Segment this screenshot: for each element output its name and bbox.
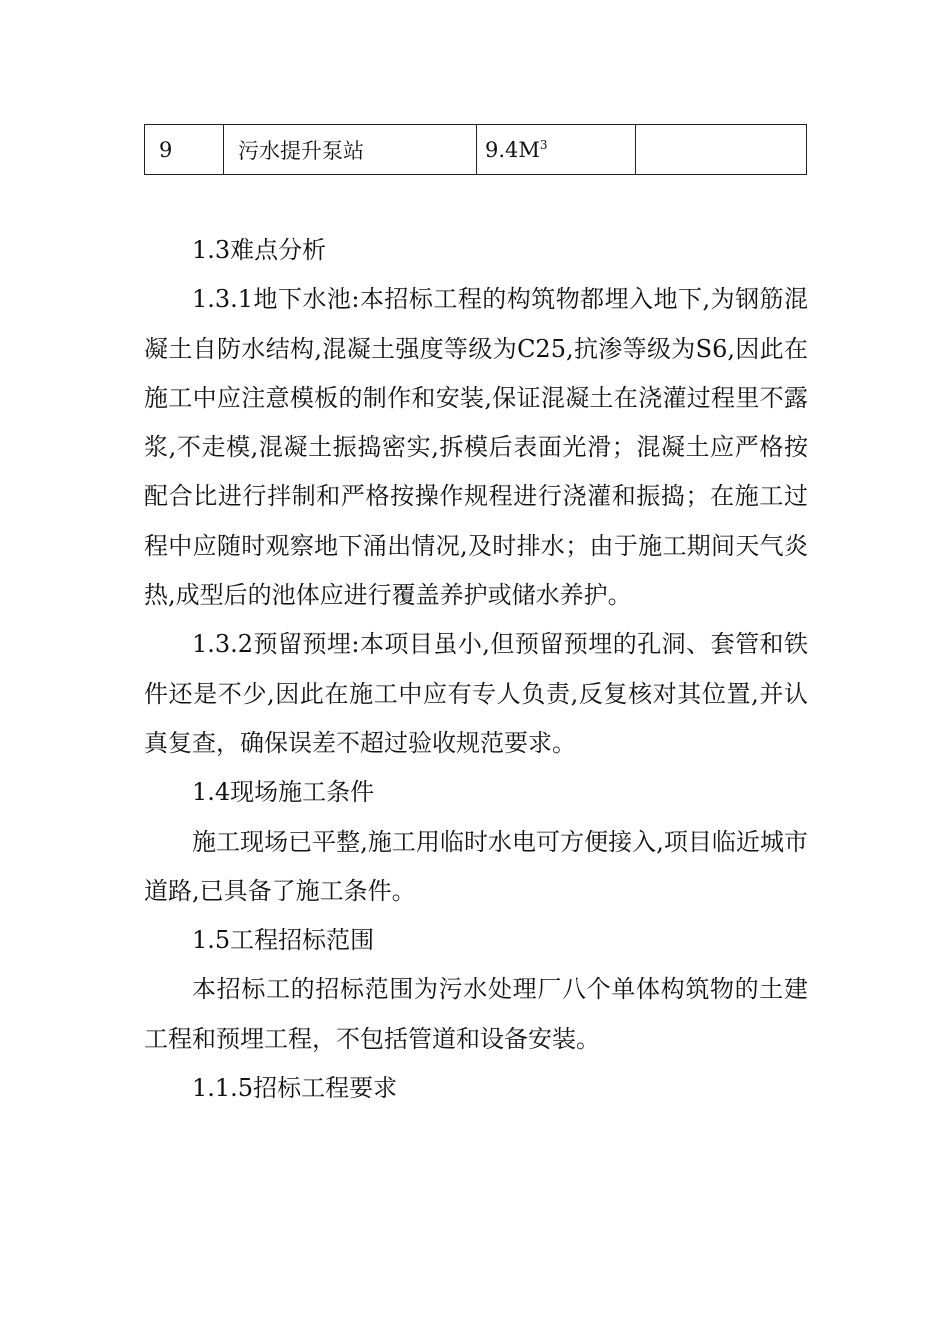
paragraph-1-5: 本招标工的招标范围为污水处理厂八个单体构筑物的土建工程和预埋工程，不包括管道和设备安装。 [144,975,808,1053]
section-heading-1-3: 1.3难点分析 [192,236,327,264]
volume-exponent: 3 [539,137,548,152]
section-heading-1-1-5: 1.1.5招标工程要求 [192,1074,398,1103]
note-cell [636,125,807,175]
section-heading-1-4: 1.4现场施工条件 [192,778,375,807]
paragraph-1-3-2: 1.3.2预留预埋:本项目虽小,但预留预埋的孔洞、套管和铁件还是不少,因此在施工中应有专人负责,反复核对其位置,并认真复查，确保误差不超过验收规范要求。 [144,630,808,757]
row-index-cell: 9 [145,125,224,175]
table-row [145,125,807,175]
structures-table [144,124,807,175]
body-text [144,226,808,1113]
structure-name-cell: 污水提升泵站 [224,125,477,175]
paragraph-1-3-1: 1.3.1地下水池:本招标工程的构筑物都埋入地下,为钢筋混凝土自防水结构,混凝土强度等级为C25,抗渗等级为S6,因此在施工中应注意模板的制作和安装,保证混凝土在浇灌过程里不露浆,不走模,混凝土振捣密实,拆模后表面光滑；混凝土应严格按配合比进行拌制和严格按操作规程进行浇灌和振捣；在施工过程中应随时观察地下涌出情况,及时排水；由于施工期间天气炎热,成型后的池体应进行覆盖养护或储水养护。 [144,285,808,610]
paragraph-1-4: 施工现场已平整,施工用临时水电可方便接入,项目临近城市道路,已具备了施工条件。 [144,827,808,905]
section-heading-1-5: 1.5工程招标范围 [192,926,375,955]
volume-cell [477,125,636,175]
volume-value: 9.4M [485,137,540,162]
